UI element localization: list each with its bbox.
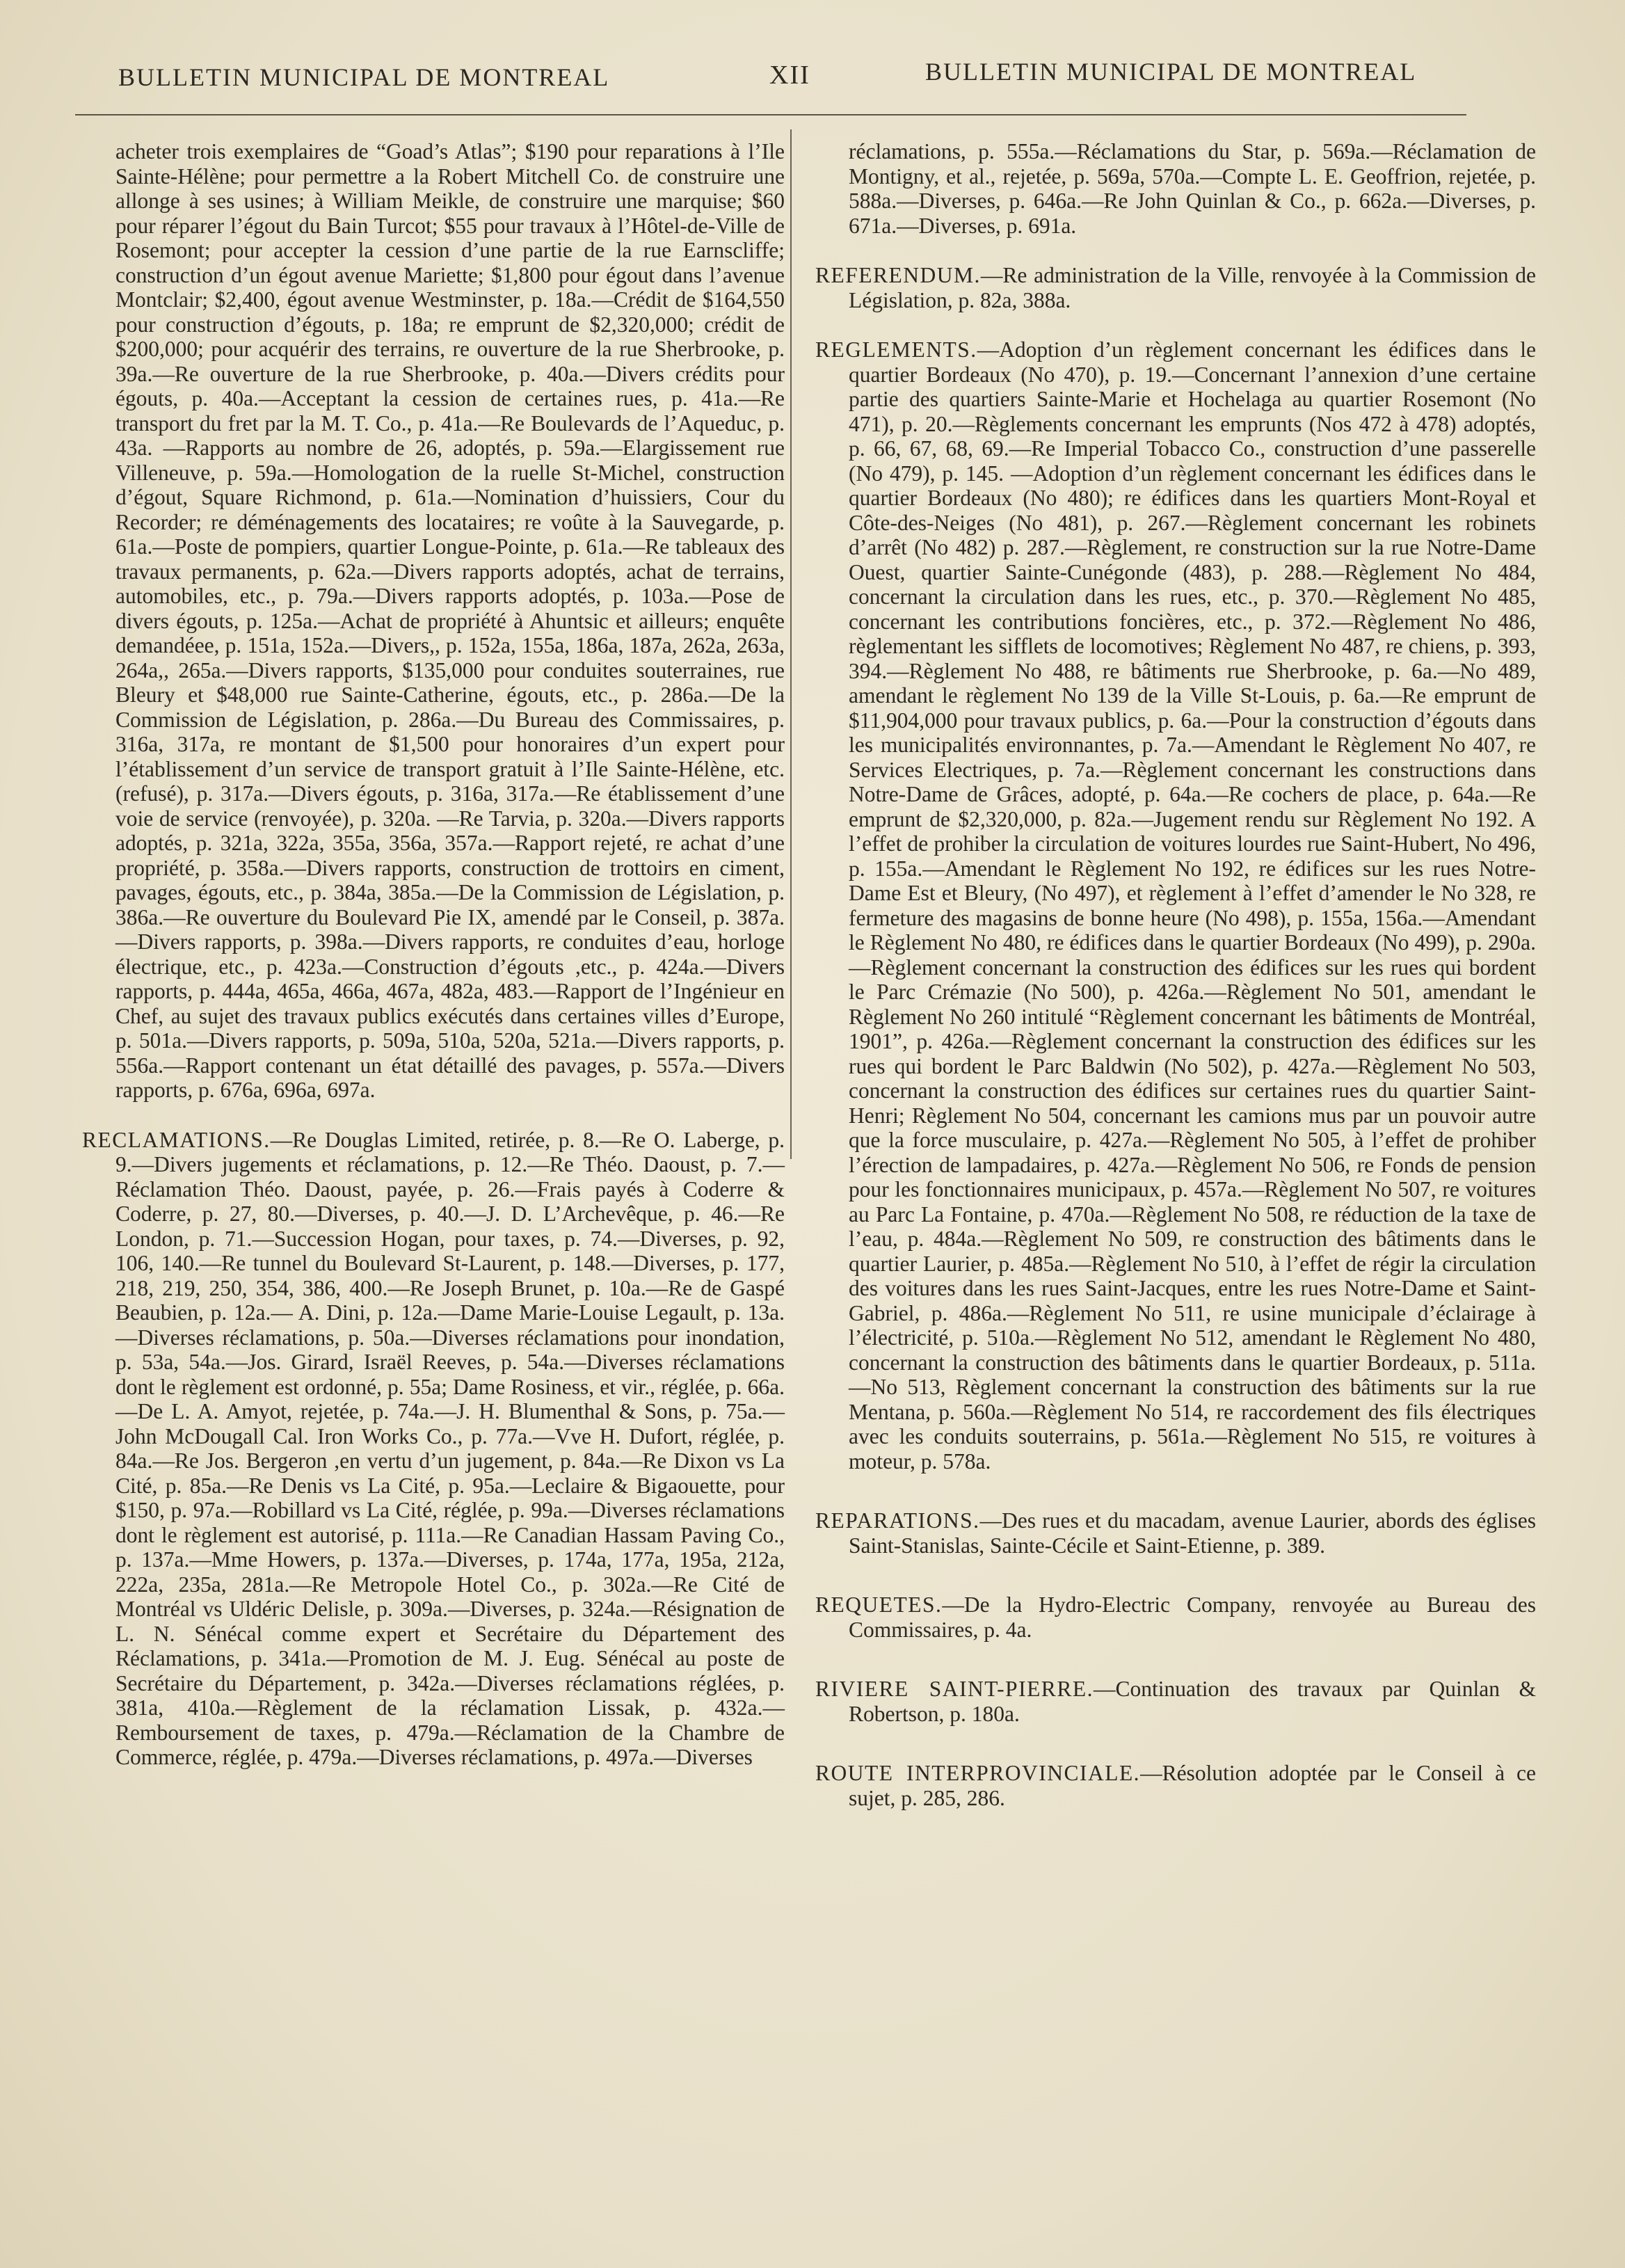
entry-heading-referendum: REFERENDUM. [815,263,981,287]
entry-referendum [815,263,1536,312]
running-title-left: BULLETIN MUNICIPAL DE MONTREAL [118,63,610,91]
entry-text-route-interprovinciale: —Résolution adoptée par le Conseil à ce sujet, p. 285, 286. [849,1761,1536,1810]
continued-entry-text-right: réclamations, p. 555a.—Réclamations du Star, p. 569a.—Réclamation de Montigny, et al., rejetée, p. 569a, 570a.—Compte L. E. Geoffrion, rejetée, p. 588a.—Diverses, p. 646a.—Re John Quinlan & Co., p. 662a.—Diverses, p. 671a.—Diverses, p. 691a. [849,139,1536,238]
entry-reparations [815,1508,1536,1558]
column-divider [790,129,792,1159]
entry-text-referendum: —Re administration de la Ville, renvoyée à la Commission de Législation, p. 82a, 388a. [849,263,1536,312]
entry-heading-route-interprovinciale: ROUTE INTERPROVINCIALE. [815,1761,1141,1785]
entry-route-interprovinciale [815,1761,1536,1810]
entry-riviere-saint-pierre [815,1677,1536,1726]
page-header [0,54,1625,103]
entry-text-reclamations: —Re Douglas Limited, retirée, p. 8.—Re O. Laberge, p. 9.—Divers jugements et réclamations, p. 12.—Re Théo. Daoust, p. 7.—Réclamation Théo. Daoust, payée, p. 26.—Frais payés à Coderre & Coderre, p. 27, 80.—Diverses, p. 40.—J. D. L’Archevêque, p. 46.—Re London, p. 71.—Succession Hogan, pour taxes, p. 74.—Diverses, p. 92, 106, 140.—Re tunnel du Boulevard St-Laurent, p. 148.—Diverses, p. 177, 218, 219, 250, 354, 386, 400.—Re Joseph Brunet, p. 10a.—Re de Gaspé Beaubien, p. 12a.— A. Dini, p. 12a.—Dame Marie-Louise Legault, p. 13a.—Diverses réclamations, p. 50a.—Diverses réclamations pour inondation, p. 53a, 54a.—Jos. Girard, Israël Reeves, p. 54a.—Diverses réclamations dont le règlement est ordonné, p. 55a; Dame Rosiness, et vir., réglée, p. 66a.—De L. A. Amyot, rejetée, p. 74a.—J. H. Blumenthal & Sons, p. 75a.—John McDougall Cal. Iron Works Co., p. 77a.—Vve H. Dufort, réglée, p. 84a.—Re Jos. Bergeron ,en vertu d’un jugement, p. 84a.—Re Dixon vs La Cité, p. 85a.—Re Denis vs La Cité, p. 95a.—Leclaire & Bigaouette, pour $150, p. 97a.—Robillard vs La Cité, réglée, p. 99a.—Diverses réclamations dont le règlement est autorisé, p. 111a.—Re Canadian Hassam Paving Co., p. 137a.—Mme Howers, p. 137a.—Diverses, p. 174a, 177a, 195a, 212a, 222a, 235a, 281a.—Re Metropole Hotel Co., p. 302a.—Re Cité de Montréal vs Uldéric Delisle, p. 309a.—Diverses, p. 324a.—Résignation de L. N. Sénécal comme expert et Secrétaire du Département des Réclamations, p. 341a.—Promotion de M. J. Eug. Sénécal au poste de Secrétaire du Département, p. 342a.—Diverses réclamations réglées, p. 381a, 410a.—Règlement de la réclamation Lissak, p. 432a.—Remboursement de taxes, p. 479a.—Réclamation de la Chambre de Commerce, réglée, p. 479a.—Diverses réclamations, p. 497a.—Diverses [115,1127,785,1769]
entry-heading-reglements: REGLEMENTS. [815,337,977,362]
running-title-right: BULLETIN MUNICIPAL DE MONTREAL [925,58,1417,86]
entry-heading-riviere-saint-pierre: RIVIERE SAINT-PIERRE. [815,1677,1094,1701]
left-column [82,139,785,1770]
entry-text-riviere-saint-pierre: —Continuation des travaux par Quinlan & Robertson, p. 180a. [849,1677,1536,1726]
entry-heading-requetes: REQUETES. [815,1592,943,1617]
entry-text-reparations: —Des rues et du macadam, avenue Laurier, abords des églises Saint-Stanislas, Sainte-Cécile et Saint-Etienne, p. 389. [849,1508,1536,1558]
continued-entry-text: acheter trois exemplaires de “Goad’s Atlas”; $190 pour reparations à l’Ile Sainte-Hélène; pour permettre a la Robert Mitchell Co. de construire une allonge à ses usines; à William Meikle, de construire une marquise; $60 pour réparer l’égout du Bain Turcot; $55 pour travaux à l’Hôtel-de-Ville de Rosemont; pour accepter la cession d’une partie de la rue Earnscliffe; construction d’un égout avenue Mariette; $1,800 pour égout dans l’avenue Montclair; $2,400, égout avenue Westminster, p. 18a.—Crédit de $164,550 pour construction d’égouts, p. 18a; re emprunt de $2,320,000; crédit de $200,000; pour acquérir des terrains, re ouverture de la rue Sherbrooke, p. 39a.—Re ouverture de la rue Sherbrooke, p. 40a.—Divers crédits pour égouts, p. 40a.—Acceptant la cession de certaines rues, p. 41a.—Re transport du fret par la M. T. Co., p. 41a.—Re Boulevards de l’Aqueduc, p. 43a. —Rapports au nombre de 26, adoptés, p. 59a.—Elargissement rue Villeneuve, p. 59a.—Homologation de la ruelle St-Michel, construction d’égout, Square Richmond, p. 61a.—Nomination d’huissiers, Cour du Recorder; re déménagements des locataires; re voûte à la Sauvegarde, p. 61a.—Poste de pompiers, quartier Longue-Pointe, p. 61a.—Re tableaux des travaux permanents, p. 62a.—Divers rapports adoptés, achat de terrains, automobiles, etc., p. 79a.—Divers rapports adoptés, p. 103a.—Pose de divers égouts, p. 125a.—Achat de propriété à Ahuntsic et ailleurs; enquête demandéee, p. 151a, 152a.—Divers,, p. 152a, 155a, 186a, 187a, 262a, 263a, 264a,, 265a.—Divers rapports, $135,000 pour conduites souterraines, rue Bleury et $48,000 rue Sainte-Catherine, égouts, etc., p. 286a.—De la Commission de Législation, p. 286a.—Du Bureau des Commissaires, p. 316a, 317a, re montant de $1,500 pour honoraires d’un expert pour l’établissement d’un service de transport gratuit à l’Ile Sainte-Hélène, etc. (refusé), p. 317a.—Divers égouts, p. 316a, 317a.—Re établissement d’une voie de service (renvoyée), p. 320a. —Re Tarvia, p. 320a.—Divers rapports adoptés, p. 321a, 322a, 355a, 356a, 357a.—Rapport rejeté, re achat d’une propriété, p. 358a.—Divers rapports, construction de trottoirs en ciment, pavages, égouts, etc., p. 384a, 385a.—De la Commission de Législation, p. 386a.—Re ouverture du Boulevard Pie IX, amendé par le Conseil, p. 387a.—Divers rapports, p. 398a.—Divers rapports, re conduites d’eau, horloge électrique, etc., p. 423a.—Construction d’égouts ,etc., p. 424a.—Divers rapports, p. 444a, 465a, 466a, 467a, 482a, 483.—Rapport de l’Ingénieur en Chef, au sujet des travaux publics exécutés dans certaines villes d’Europe, p. 501a.—Divers rapports, p. 509a, 510a, 520a, 521a.—Divers rapports, p. 556a.—Rapport contenant un état détaillé des pavages, p. 557a.—Divers rapports, p. 676a, 696a, 697a. [115,139,785,1102]
header-rule [75,114,1466,115]
entry-reglements [815,337,1536,1474]
page-number: XII [769,61,810,90]
entry-text-reglements: —Adoption d’un règlement concernant les édifices dans le quartier Bordeaux (No 470), p. 19.—Concernant l’annexion d’une certaine partie des quartiers Sainte-Marie et Hochelaga au quartier Rosemont (No 471), p. 20.—Règlements concernant les emprunts (Nos 472 à 478) adoptés, p. 66, 67, 68, 69.—Re Imperial Tobacco Co., construction d’une passerelle (No 479), p. 145. —Adoption d’un règlement concernant les édifices dans le quartier Bordeaux (No 480); re édifices dans les quartiers Mont-Royal et Côte-des-Neiges (No 481), p. 267.—Règlement concernant les robinets d’arrêt (No 482) p. 287.—Règlement, re construction sur la rue Notre-Dame Ouest, quartier Sainte-Cunégonde (483), p. 288.—Règlement No 484, concernant la circulation dans les rues, etc., p. 370.—Règlement No 485, concernant les contributions foncières, etc., p. 372.—Règlement No 486, règlementant les sifflets de locomotives; Règlement No 487, re chiens, p. 393, 394.—Règlement No 488, re bâtiments rue Sherbrooke, p. 6a.—No 489, amendant le règlement No 139 de la Ville St-Louis, p. 6a.—Re emprunt de $11,904,000 pour travaux publics, p. 6a.—Pour la construction d’égouts dans les municipalités environnantes, p. 7a.—Amendant le Règlement No 407, re Services Electriques, p. 7a.—Règlement concernant les constructions dans Notre-Dame de Grâces, adopté, p. 64a.—Re cochers de place, p. 64a.—Re emprunt de $2,320,000, p. 82a.—Jugement rendu sur Règlement No 192. A l’effet de prohiber la circulation de voitures lourdes rue Saint-Hubert, No 496, p. 155a.—Amendant le Règlement No 192, re édifices sur les rues Notre-Dame Est et Bleury, (No 497), et règlement à l’effet d’amender le No 328, re fermeture des magasins de bonne heure (No 498), p. 155a, 156a.—Amendant le Règlement No 480, re édifices dans le quartier Bordeaux (No 499), p. 290a.—Règlement concernant la construction des édifices sur les rues qui bordent le Parc Crémazie (No 500), p. 426a.—Règlement No 501, amendant le Règlement No 260 intitulé “Règlement concernant les bâtiments de Montréal, 1901”, p. 426a.—Règlement concernant la construction des édifices sur les rues qui bordent le Parc Baldwin (No 502), p. 427a.—Règlement No 503, concernant la construction des édifices sur certaines rues du quartier Saint-Henri; Règlement No 504, concernant les camions mus par un pouvoir autre que la force musculaire, p. 427a.—Règlement No 505, à l’effet de prohiber l’érection de lampadaires, p. 427a.—Règlement No 506, re Fonds de pension pour les fonctionnaires municipaux, p. 457a.—Règlement No 507, re voitures au Parc La Fontaine, p. 470a.—Règlement No 508, re réduction de la taxe de l’eau, p. 484a.—Règlement No 509, re construction des bâtiments dans le quartier Laurier, p. 485a.—Règlement No 510, à l’effet de régir la circulation des voitures dans les rues Saint-Jacques, entre les rues Notre-Dame et Saint-Gabriel, p. 486a.—Règlement No 511, re usine municipale d’éclairage à l’électricité, p. 510a.—Règlement No 512, amendant le Règlement No 480, concernant la construction des bâtiments dans le quartier Bordeaux, p. 511a.—No 513, Règlement concernant la construction des bâtiments sur la rue Mentana, p. 560a.—Règlement No 514, re raccordement des fils électriques avec les conduits souterrains, p. 561a.—Règlement No 515, re voitures à moteur, p. 578a. [849,337,1536,1474]
entry-heading-reclamations: RECLAMATIONS. [82,1127,271,1152]
entry-heading-reparations: REPARATIONS. [815,1508,980,1533]
entry-requetes [815,1592,1536,1642]
right-column [815,139,1536,1810]
entry-reclamations [82,1128,785,1770]
entry-text-requetes: —De la Hydro-Electric Company, renvoyée au Bureau des Commissaires, p. 4a. [849,1592,1536,1642]
